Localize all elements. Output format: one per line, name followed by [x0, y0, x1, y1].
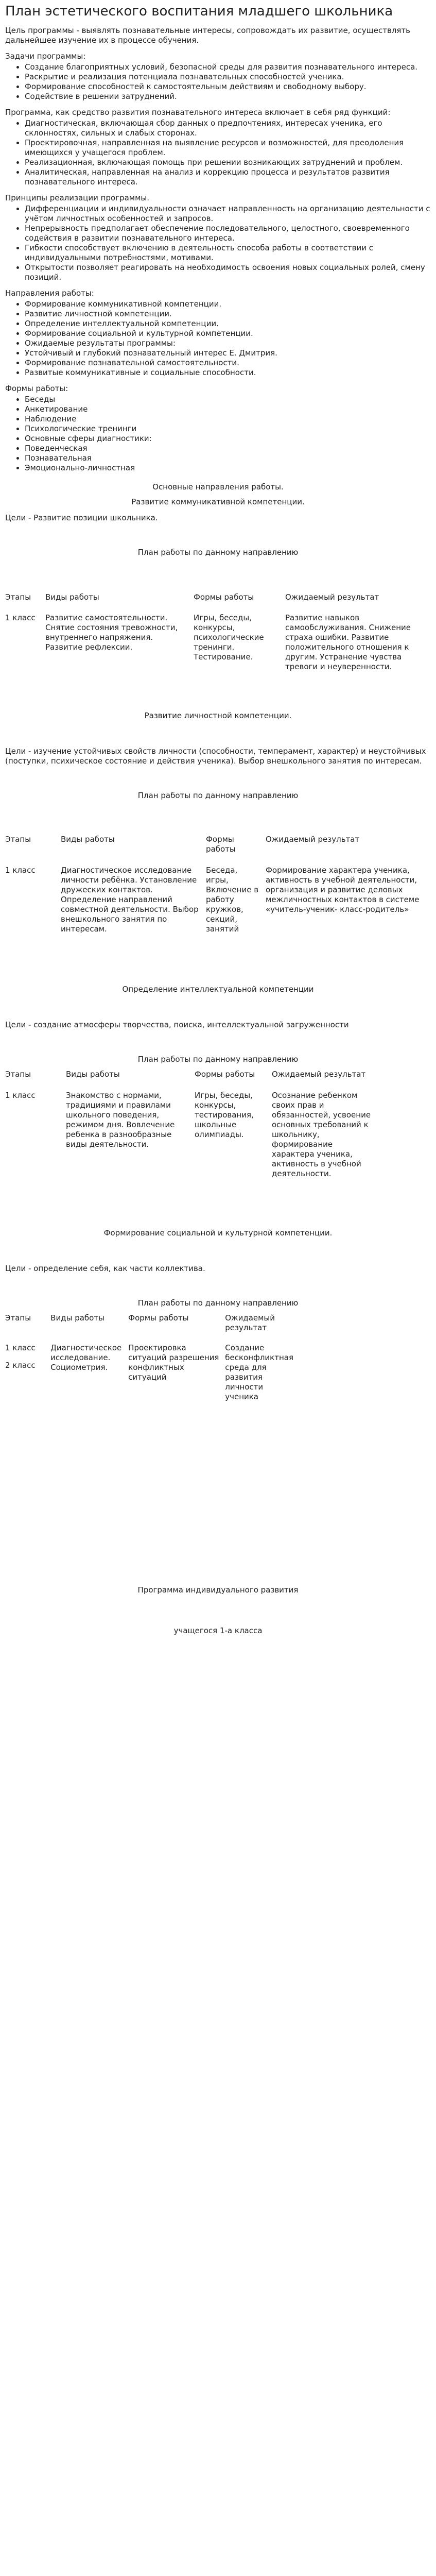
list-item: • Беседы: [25, 395, 431, 404]
document-page: [0, 3, 436, 1636]
table-cell: 1 класс: [5, 866, 36, 875]
list-item: • Раскрытие и реализация потенциала познавательных способностей ученика.: [25, 72, 431, 82]
table-cell: Осознание ребенком своих прав и обязанностей, усвоение основных требований к школьнику, формирование характера ученика, активность в учебной деятельности.: [272, 1091, 371, 1178]
comm-plan-title: План работы по данному направлению: [137, 548, 299, 557]
personal-goal: Цели - изучение устойчивых свойств личности (способности, темперамент, характер) и неустойчивых (поступки, психическое состояние и действия ученика). Выбор внешкольного занятия по интересам.: [5, 747, 426, 766]
program-goal: Цель программы - выявлять познавательные интересы, сопровождать их развитие, осуществлять дальнейшее изучение их в процессе обучения.: [5, 26, 410, 45]
list-item: • Определение интеллектуальной компетенции.: [25, 319, 431, 329]
header-cell: Этапы: [5, 835, 31, 844]
table-row: [5, 1343, 396, 1402]
header-cell: Этапы: [5, 592, 31, 602]
list-item: • Познавательная: [25, 453, 431, 463]
table-cell: Развитие навыков самообслуживания. Снижение страха ошибки. Развитие положительного отношения к другим. Устранение чувства тревоги и неуверенности.: [285, 613, 411, 671]
table-cell: Создание бесконфликтная среда для развития личности ученика: [225, 1343, 294, 1401]
list-item: • Наблюдение: [25, 414, 431, 424]
functions-list: [5, 118, 431, 187]
directions-list: [5, 299, 431, 378]
list-item: • Открытости позволяет реагировать на необходимость освоения новых социальных ролей, смену позиций.: [25, 263, 431, 282]
tasks-heading: Задачи программы:: [5, 52, 86, 61]
header-cell: Виды работы: [61, 835, 115, 844]
table-cell: Игры, беседы, конкурсы, психологические тренинги. Тестирование.: [194, 613, 264, 662]
intel-goal: Цели - создание атмосферы творчества, поиска, интеллектуальной загруженности: [5, 1020, 349, 1029]
individual-program-title: Программа индивидуального развития: [137, 1585, 299, 1595]
table-cell: Формирование характера ученика, активность в учебной деятельности, организация и развитие деловых межличностных контактов в системе «учитель-ученик- класс-родитель»: [266, 866, 420, 914]
list-item: • Устойчивый и глубокий познавательный интерес Е. Дмитрия.: [25, 348, 431, 358]
list-item: • Реализационная, включающая помощь при решении возникающих затруднений и проблем.: [25, 158, 431, 167]
comm-goal: Цели - Развитие позиции школьника.: [5, 513, 158, 522]
social-plan-table: [5, 1313, 396, 1402]
list-item: • Дифференциации и индивидуальности означает направленность на организацию деятельности с учётом личностных особенностей и запросов.: [25, 204, 431, 224]
directions-heading: Направления работы:: [5, 289, 94, 298]
social-plan-title: План работы по данному направлению: [137, 1298, 299, 1308]
table-header-row: [5, 592, 431, 602]
header-cell: Формы работы: [195, 1070, 255, 1079]
list-item: • Основные сферы диагностики:: [25, 434, 431, 444]
list-item: • Формирование способностей к самостоятельным действиям и свободному выбору.: [25, 82, 431, 92]
table-cell: [5, 1343, 50, 1402]
list-item: • Создание благоприятных условий, безопасной среды для развития познавательного интереса.: [25, 62, 431, 72]
social-goal: Цели - определение себя, как части коллектива.: [5, 1264, 205, 1273]
header-cell: Этапы: [5, 1313, 31, 1323]
list-item: • Содействие в решении затруднений.: [25, 92, 431, 101]
table-cell: Игры, беседы, конкурсы, тестирования, школьные олимпиады.: [195, 1091, 254, 1139]
header-cell: Ожидаемый результат: [272, 1070, 366, 1079]
list-item: • Развитие личностной компетенции.: [25, 309, 431, 319]
table-header-row: [5, 835, 431, 854]
header-cell: Виды работы: [50, 1313, 104, 1323]
list-item: • Непрерывность предполагает обеспечение последовательного, целостного, своевременного содействия в развитии познавательного интереса.: [25, 224, 431, 243]
table-cell: 1 класс: [5, 1091, 36, 1100]
list-item: • Формирование социальной и культурной компетенции.: [25, 329, 431, 338]
header-cell: Ожидаемый результат: [225, 1313, 275, 1332]
stage-label: 1 класс: [5, 1343, 36, 1352]
list-item: • Ожидаемые результаты программы:: [25, 338, 431, 348]
social-section-title: Формирование социальной и культурной компетенции.: [103, 1228, 333, 1238]
personal-plan-title: План работы по данному направлению: [137, 791, 299, 800]
list-item: • Формирование коммуникативной компетенции.: [25, 299, 431, 309]
table-cell: Беседа, игры, Включение в работу кружков, секций, занятий: [206, 866, 259, 934]
list-item: • Поведенческая: [25, 444, 431, 453]
table-row: [5, 613, 431, 672]
table-cell: Знакомство с нормами, традициями и правилами школьного поведения, режимом дня. Вовлечение ребенка в разнообразные виды деятельности.: [66, 1091, 175, 1149]
list-item: • Проектировочная, направленная на выявление ресурсов и возможностей, для преодоления имеющихся у учащегося проблем.: [25, 138, 431, 158]
list-item: • Развитые коммуникативные и социальные способности.: [25, 368, 431, 378]
page-title: План эстетического воспитания младшего школьника: [5, 4, 393, 19]
table-row: [5, 866, 431, 934]
table-header-row: [5, 1070, 396, 1079]
table-header-row: [5, 1313, 396, 1333]
personal-plan-table: [5, 835, 431, 934]
header-cell: Ожидаемый результат: [285, 592, 379, 602]
tasks-list: [5, 62, 431, 101]
table-cell: Развитие самостоятельности. Снятие состояния тревожности, внутреннего напряжения. Развитие рефлексии.: [45, 613, 178, 652]
forms-list: [5, 395, 431, 473]
table-cell: 1 класс: [5, 613, 36, 622]
header-cell: Этапы: [5, 1070, 31, 1079]
comm-plan-table: [5, 592, 431, 672]
stage-label: 2 класс: [5, 1361, 36, 1370]
header-cell: Ожидаемый результат: [266, 835, 360, 844]
header-cell: Виды работы: [66, 1070, 120, 1079]
list-item: • Психологические тренинги: [25, 424, 431, 434]
main-directions-title: Основные направления работы.: [152, 482, 284, 492]
list-item: • Диагностическая, включающая сбор данных о предпочтениях, интересах ученика, его склонностях, сильных и слабых сторонах.: [25, 118, 431, 138]
list-item: • Формирование познавательной самостоятельности.: [25, 358, 431, 368]
personal-section-title: Развитие личностной компетенции.: [144, 711, 292, 720]
list-item: • Аналитическая, направленная на анализ и коррекцию процесса и результатов развития познавательного интереса.: [25, 167, 431, 187]
forms-heading: Формы работы:: [5, 384, 68, 393]
list-item: • Анкетирование: [25, 404, 431, 414]
intel-plan-title: План работы по данному направлению: [137, 1055, 299, 1064]
comm-section-title: Развитие коммуникативной компетенции.: [131, 497, 305, 506]
list-item: • Гибкости способствует включению в деятельность способа работы в соответствии с индивидуальными потребностями, мотивами.: [25, 243, 431, 263]
table-row: [5, 1091, 396, 1179]
header-cell: Формы работы: [194, 592, 254, 602]
table-cell: Диагностическое исследование. Социометрия.: [50, 1343, 122, 1372]
header-cell: Формы работы: [128, 1313, 189, 1323]
principles-heading: Принципы реализации программы.: [5, 193, 149, 202]
intel-plan-table: [5, 1070, 396, 1179]
individual-program-subtitle: учащегося 1-а класса: [173, 1626, 263, 1635]
table-cell: Диагностическое исследование личности ребёнка. Установление дружеских контактов. Определение направлений совместной деятельности. Выбор внешкольного занятия по интересам.: [61, 866, 199, 934]
list-item: • Эмоционально-личностная: [25, 463, 431, 473]
functions-heading: Программа, как средство развития познавательного интереса включает в себя ряд функций:: [5, 108, 391, 117]
intel-section-title: Определение интеллектуальной компетенции: [122, 985, 314, 994]
header-cell: Виды работы: [45, 592, 99, 602]
header-cell: Формы работы: [206, 835, 236, 854]
principles-list: [5, 204, 431, 282]
table-cell: Проектировка ситуаций разрешения конфликтных ситуаций: [128, 1343, 219, 1382]
